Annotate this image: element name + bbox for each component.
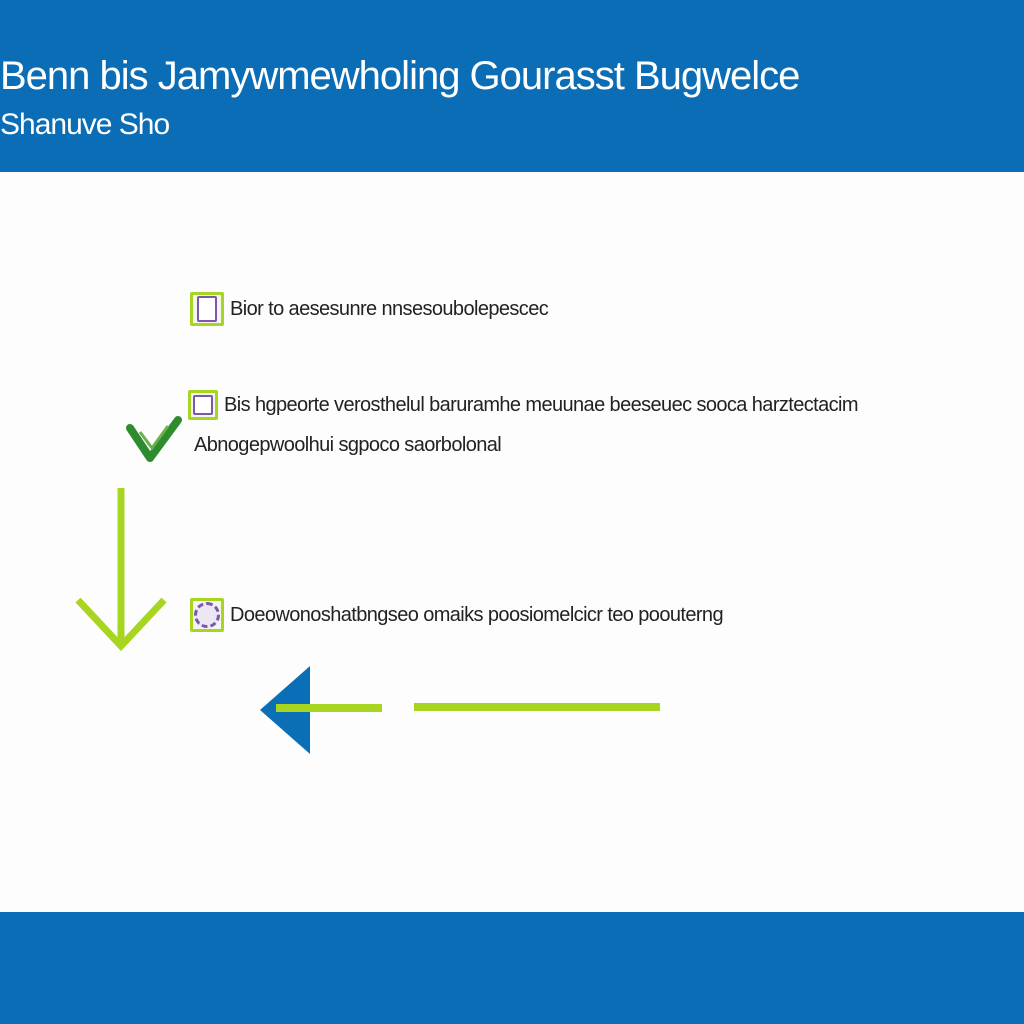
page-title: Benn bis Jamywmewholing Gourasst Bugwelce [0,54,800,98]
down-arrow-icon [78,488,164,646]
page-subtitle: Shanuve Sho [0,108,170,141]
footer-banner [0,912,1024,1024]
step-3-label: Doeowonoshatbngseo omaiks poosiomelcicr teo poouterng [230,603,723,626]
left-arrow-icon [260,666,660,754]
step-1-label: Bior to aesesunre nnsesoubolepescec [230,297,549,320]
checkmark-icon [130,420,178,458]
step-2-label-line2: Abnogepwoolhui sgpoco saorbolonal [194,434,502,456]
step-2-label: Bis hgpeorte verosthelul baruramhe meuunae beeseuec sooca harztectacim [224,393,858,416]
